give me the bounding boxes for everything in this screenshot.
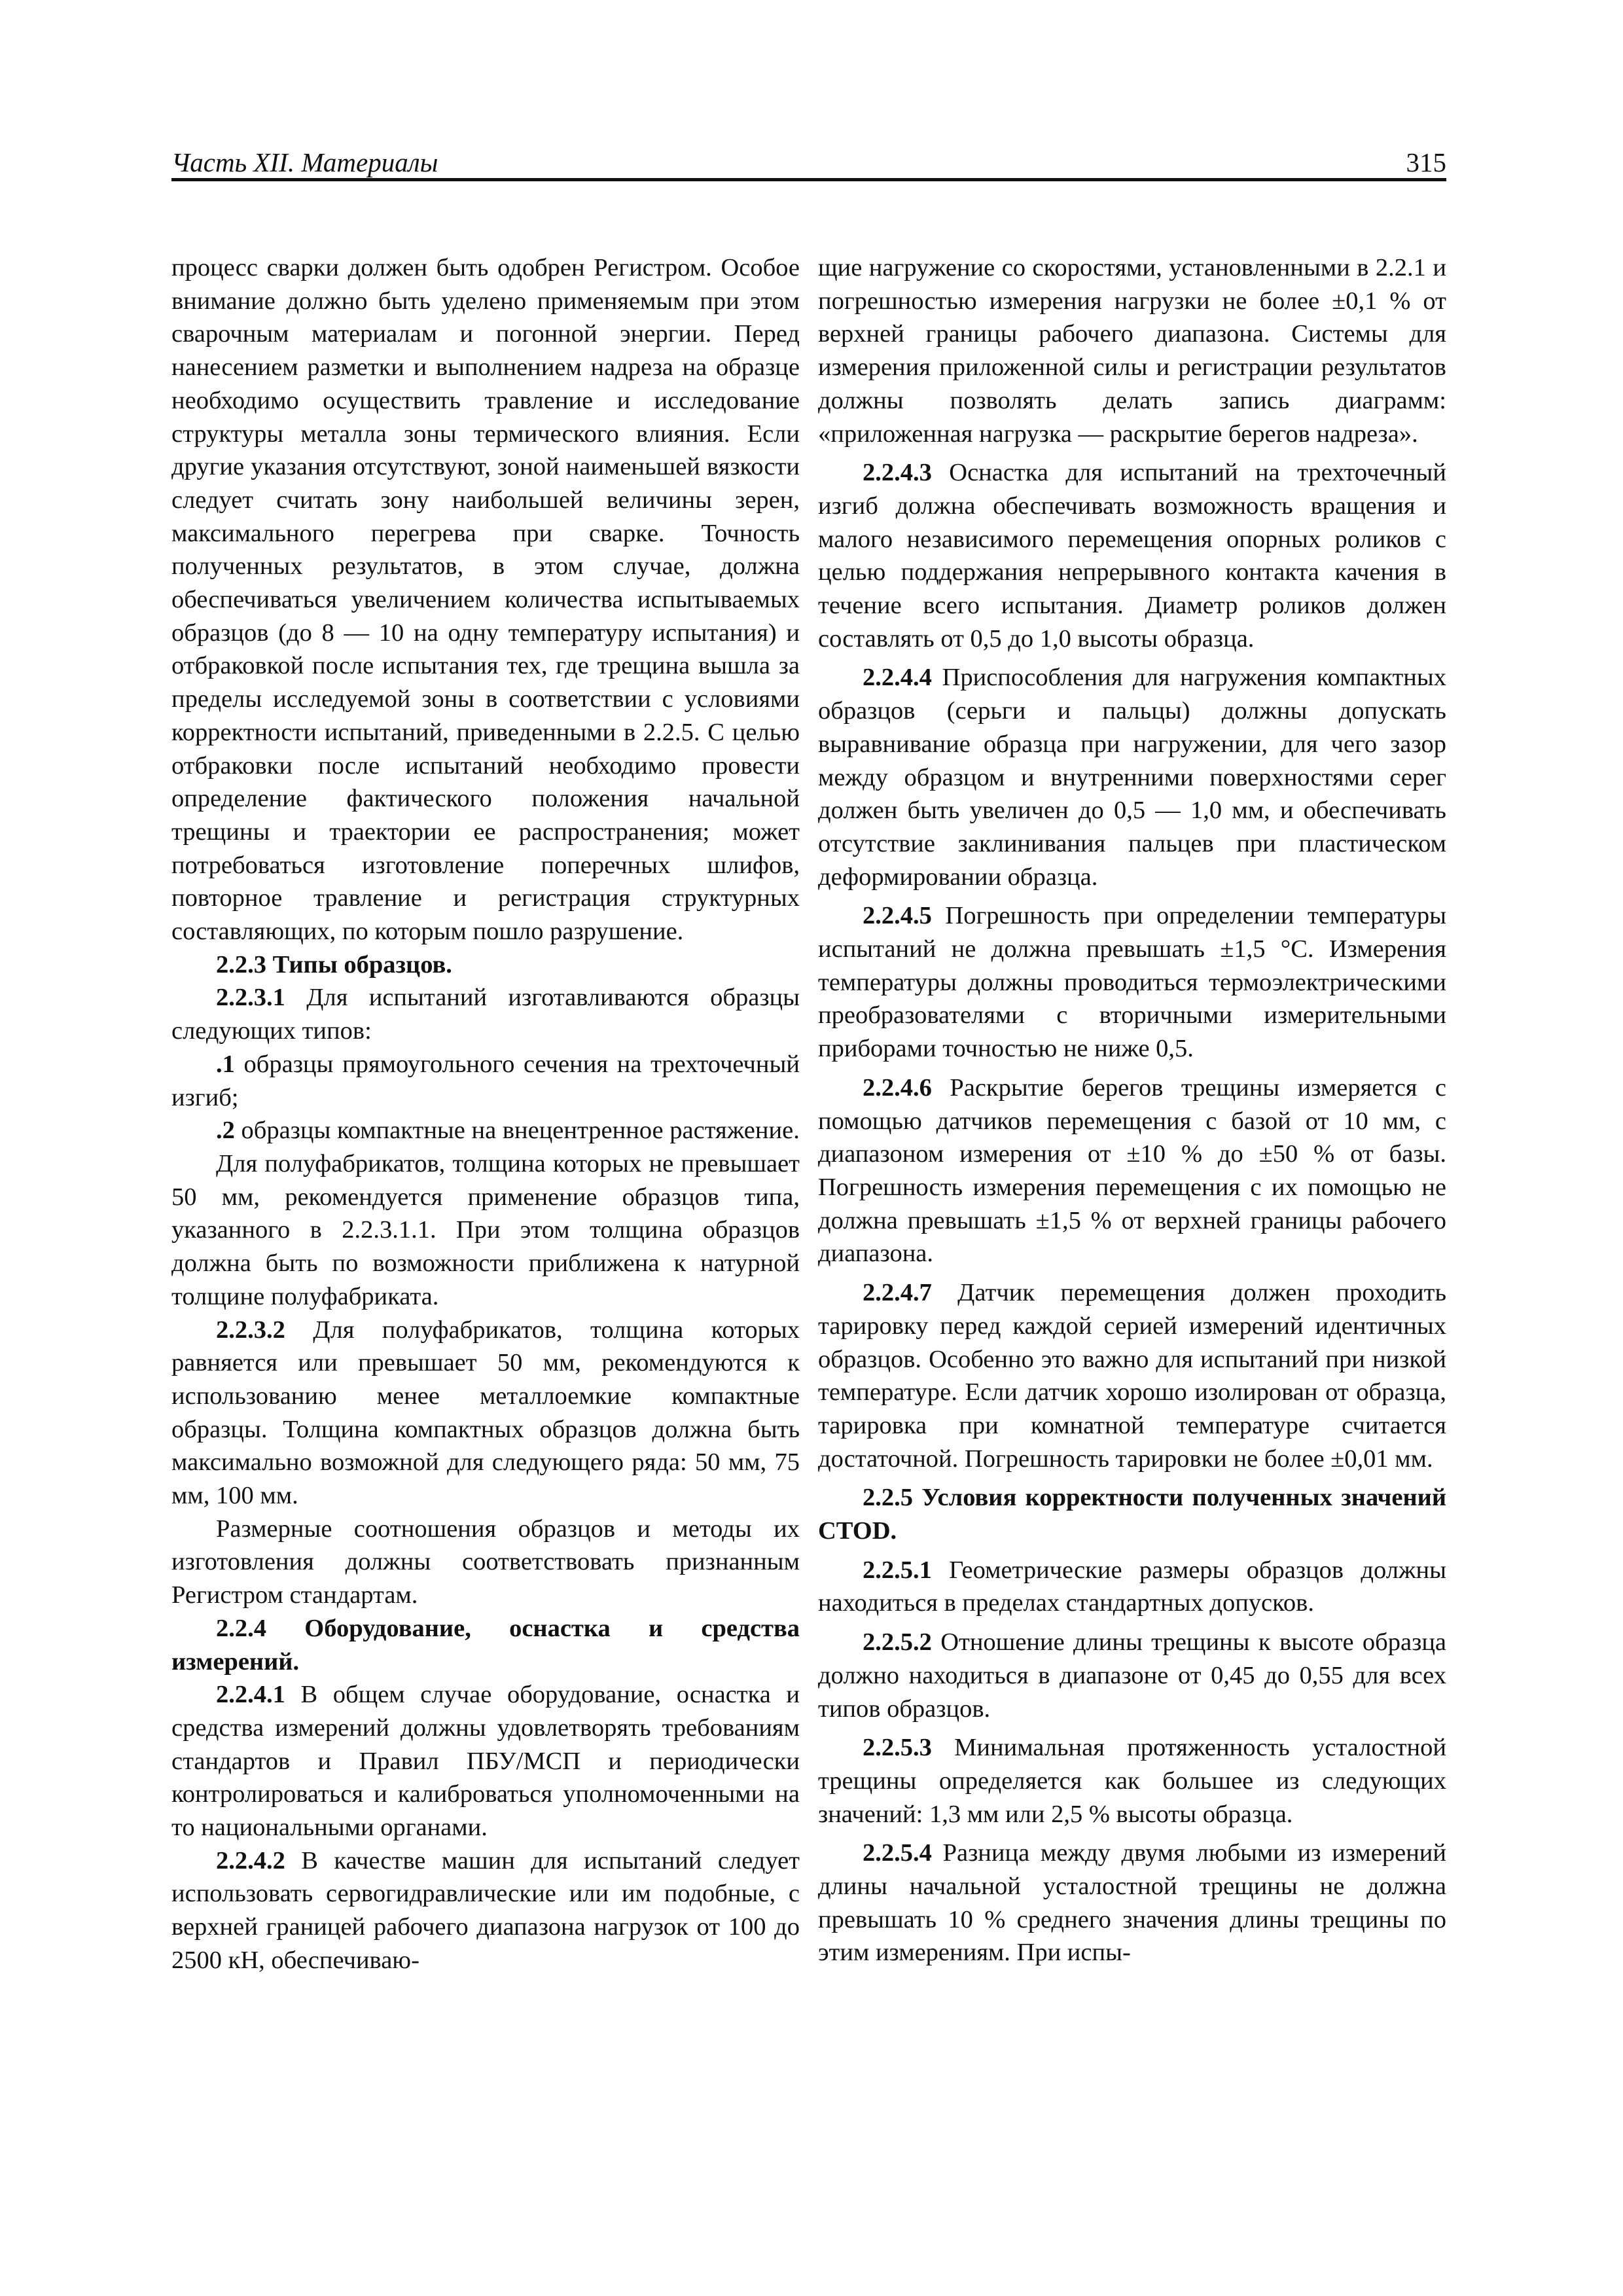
section-number: 2.2.5.1 <box>863 1556 932 1584</box>
section-number: 2.2.5.2 <box>863 1628 932 1657</box>
paragraph: щие нагружение со скоростями, установленными в 2.2.1 и погрешностью измерения нагрузки не более ±0,1 % от верхней границы рабочего диапазона. Системы для измерения приложенной силы и регистрации результатов должны позволять делать запись диаграмм: «приложенная нагрузка — раскрытие берегов надреза». <box>818 254 1446 448</box>
paragraph-2-2-3-1: 2.2.3.1 Для испытаний изготавливаются образцы следующих типов: <box>171 984 800 1045</box>
paragraph: процесс сварки должен быть одобрен Регистром. Особое внимание должно быть уделено применяемым при этом сварочным материалам и погонной энергии. Перед нанесением разметки и выполнением надреза на образце необходимо осуществить травление и исследование структуры металла зоны термического влияния. Если другие указания отсутствуют, зоной наименьшей вязкости следует считать зону наибольшей величины зерен, максимального перегрева при сварке. Точность полученных результатов, в этом случае, должна обеспечиваться увеличением количества испытываемых образцов (до 8 — 10 на одну температуру испытания) и отбраковкой после испытания тех, где трещина вышла за пределы исследуемой зоны в соответствии с условиями корректности испытаний, приведенными в 2.2.5. С целью отбраковки после испытаний необходимо провести определение фактического положения начальной трещины и траектории ее распространения; может потребоваться изготовление поперечных шлифов, повторное травление и регистрация структурных составляющих, по которым пошло разрушение. <box>171 254 800 946</box>
paragraph-2-2-4-5: 2.2.4.5 Погрешность при определении температуры испытаний не должна превышать ±1,5 °С. Измерения температуры должны проводиться термоэлектрическими преобразователями с вторичными измерительными приборами точностью не ниже 0,5. <box>818 902 1446 1063</box>
list-marker: .2 <box>216 1117 235 1145</box>
paragraph: Размерные соотношения образцов и методы их изготовления должны соответствовать признанным Регистром стандартам. <box>171 1515 800 1609</box>
running-header <box>171 145 1446 179</box>
list-item: .2 образцы компактные на внецентренное растяжение. <box>216 1117 800 1145</box>
paragraph-2-2-4-6: 2.2.4.6 Раскрытие берегов трещины измеряется с помощью датчиков перемещения с базой от 10 мм, с диапазоном измерения от ±10 % до ±50 % от базы. Погрешность измерения перемещения с их помощью не должна превышать ±1,5 % от верхней границы рабочего диапазона. <box>818 1073 1446 1268</box>
paragraph-2-2-5-2: 2.2.5.2 Отношение длины трещины к высоте образца должно находиться в диапазоне от 0,45 до 0,55 для всех типов образцов. <box>818 1628 1446 1723</box>
section-number: 2.2.4.3 <box>863 459 932 487</box>
paragraph-2-2-4-2: 2.2.4.2 В качестве машин для испытаний следует использовать сервогидравлические или им подобные, с верхней границей рабочего диапазона нагрузок от 100 до 2500 кН, обеспечиваю- <box>171 1846 800 1974</box>
section-number: 2.2.3.1 <box>216 984 285 1012</box>
paragraph-2-2-4-7: 2.2.4.7 Датчик перемещения должен проходить тарировку перед каждой серией измерений идентичных образцов. Особенно это важно для испытаний при низкой температуре. Если датчик хорошо изолирован от образца, тарировка при комнатной температуре считается достаточной. Погрешность тарировки не более ±0,01 мм. <box>818 1279 1446 1473</box>
header-title: Часть XII. Материалы <box>171 147 438 177</box>
section-heading-2-2-3: 2.2.3 Типы образцов. <box>216 950 452 978</box>
section-number: 2.2.4.6 <box>863 1073 932 1102</box>
paragraph-2-2-4-1: 2.2.4.1 В общем случае оборудование, оснастка и средства измерений должны удовлетворять требованиям стандартов и Правил ПБУ/МСП и периодически контролироваться и калиброваться уполномоченными на то национальными органами. <box>171 1681 800 1842</box>
section-number: 2.2.5.3 <box>863 1734 932 1762</box>
paragraph-2-2-5-1: 2.2.5.1 Геометрические размеры образцов должны находиться в пределах стандартных допусков. <box>818 1556 1446 1617</box>
paragraph-2-2-3-2: 2.2.3.2 Для полуфабрикатов, толщина которых равняется или превышает 50 мм, рекомендуются к использованию менее металлоемкие компактные образцы. Толщина компактных образцов должна быть максимально возможной для следующего ряда: 50 мм, 75 мм, 100 мм. <box>171 1316 800 1510</box>
paragraph: Для полуфабрикатов, толщина которых не превышает 50 мм, рекомендуется применение образцов типа, указанного в 2.2.3.1.1. При этом толщина образцов должна быть по возможности приближена к натурной толщине полуфабриката. <box>171 1149 800 1310</box>
paragraph-2-2-4-4: 2.2.4.4 Приспособления для нагружения компактных образцов (серьги и пальцы) должны допускать выравнивание образца при нагружении, для чего зазор между образцом и внутренними поверхностями серег должен быть увеличен до 0,5 — 1,0 мм, и обеспечивать отсутствие заклинивания пальцев при пластическом деформировании образца. <box>818 664 1446 891</box>
paragraph-2-2-4-3: 2.2.4.3 Оснастка для испытаний на трехточечный изгиб должна обеспечивать возможность вращения и малого независимого перемещения опорных роликов с целью поддержания непрерывного контакта качения в течение всего испытания. Диаметр роликов должен составлять от 0,5 до 1,0 высоты образца. <box>818 459 1446 653</box>
section-number: 2.2.3.2 <box>216 1316 285 1344</box>
right-column <box>818 251 1446 2202</box>
section-number: 2.2.4.4 <box>863 664 932 692</box>
section-heading-2-2-4: 2.2.4 Оборудование, оснастка и средства измерений. <box>171 1614 800 1676</box>
header-rule <box>171 178 1446 181</box>
section-heading-2-2-5: 2.2.5 Условия корректности полученных значений CTOD. <box>818 1484 1446 1545</box>
section-number: 2.2.4.1 <box>216 1681 285 1709</box>
paragraph-2-2-5-3: 2.2.5.3 Минимальная протяженность усталостной трещины определяется как большее из следующих значений: 1,3 мм или 2,5 % высоты образца. <box>818 1734 1446 1828</box>
section-number: 2.2.5.4 <box>863 1839 932 1867</box>
section-number: 2.2.4.7 <box>863 1279 932 1307</box>
list-item: .1 образцы прямоугольного сечения на трехточечный изгиб; <box>171 1050 800 1111</box>
paragraph-2-2-5-4: 2.2.5.4 Разница между двумя любыми из измерений длины начальной усталостной трещины не должна превышать 10 % среднего значения длины трещины по этим измерениям. При испы- <box>818 1839 1446 1967</box>
section-number: 2.2.4.2 <box>216 1846 285 1874</box>
section-number: 2.2.4.5 <box>863 902 932 930</box>
page-number: 315 <box>1406 147 1446 177</box>
left-column <box>171 251 800 2202</box>
list-marker: .1 <box>216 1050 235 1078</box>
